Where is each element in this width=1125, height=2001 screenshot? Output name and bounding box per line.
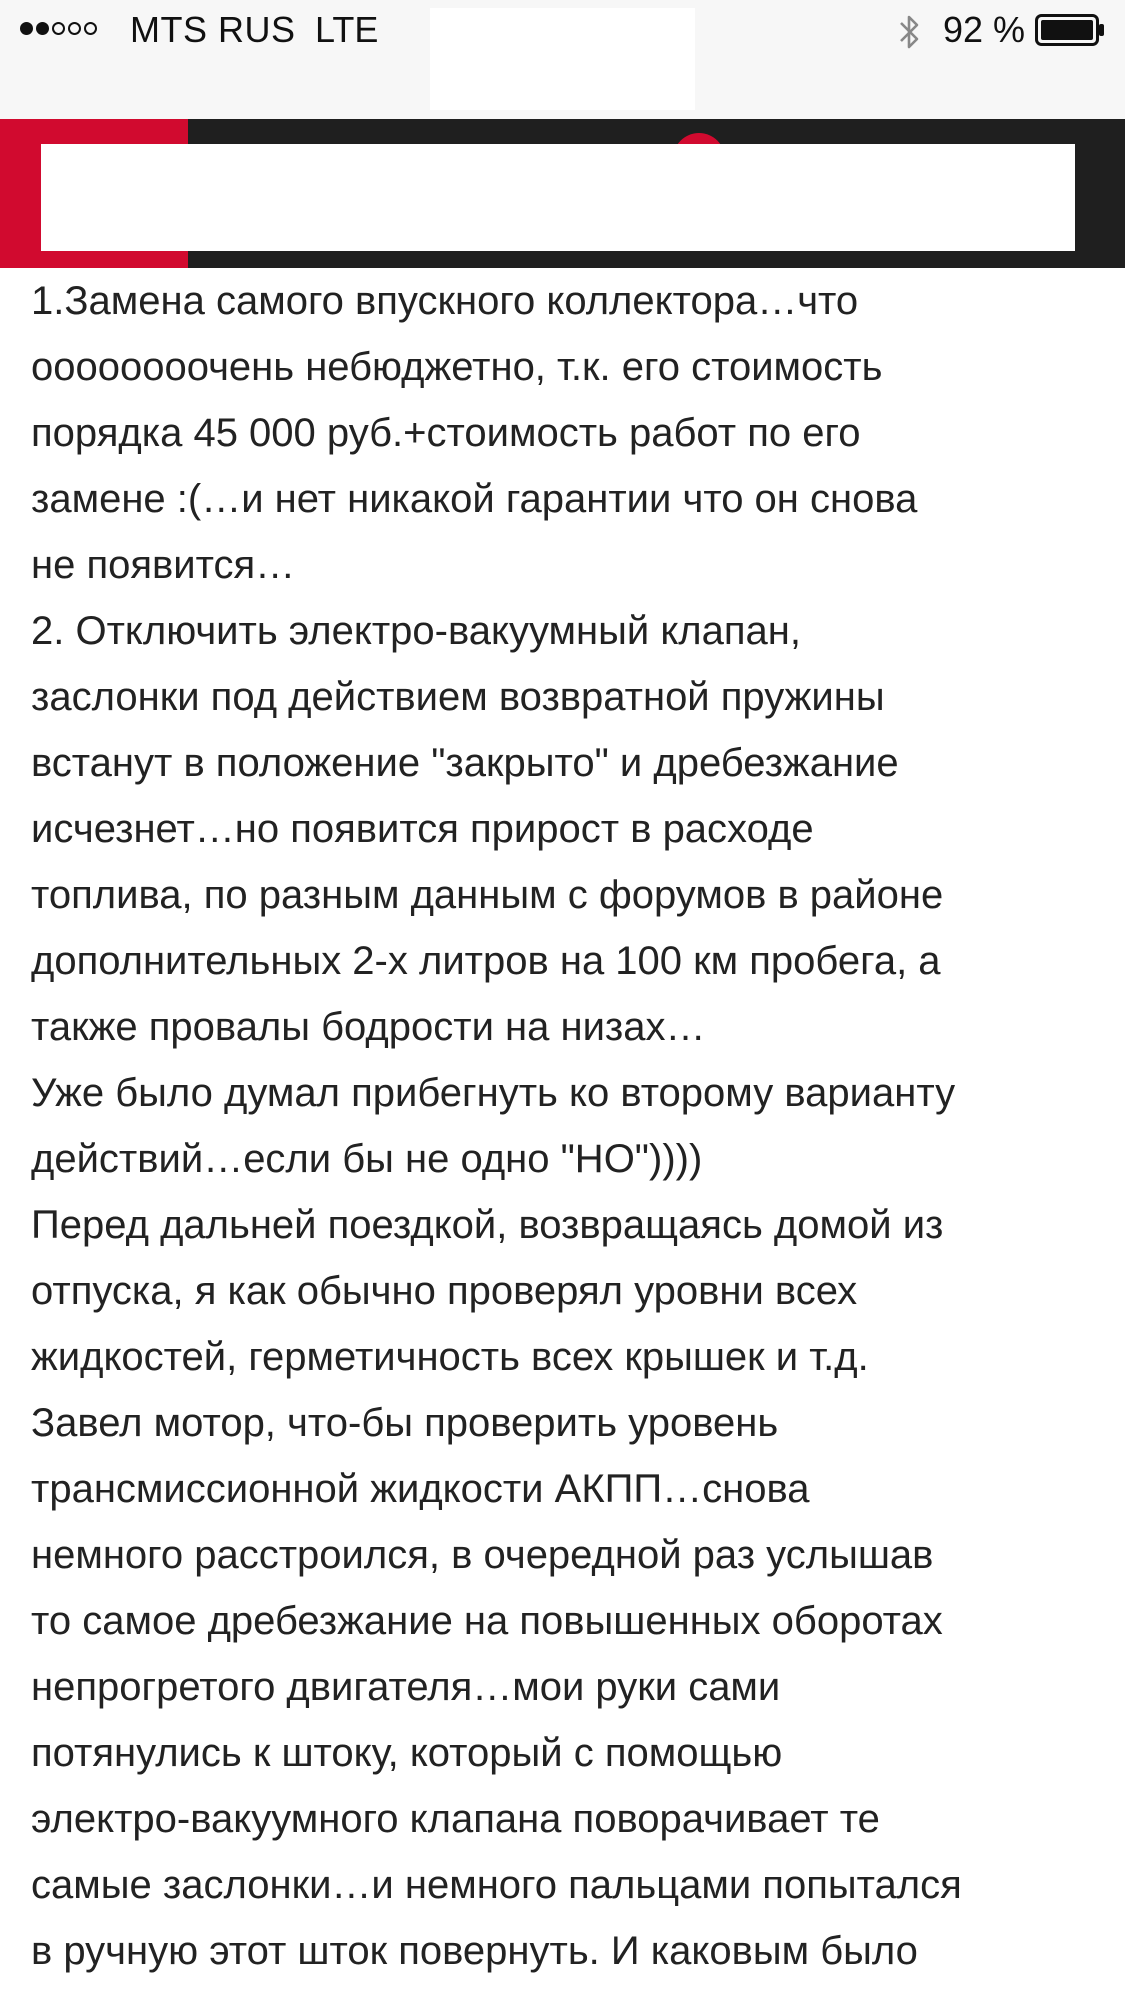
signal-dot bbox=[84, 22, 97, 35]
signal-dot bbox=[20, 22, 33, 35]
article-text-line: топлива, по разным данным с форумов в районе bbox=[31, 873, 944, 917]
article-text-line: Завел мотор, что-бы проверить уровень bbox=[31, 1401, 779, 1445]
carrier-name: MTS RUS bbox=[130, 9, 296, 50]
article-text-line: встанут в положение "закрыто" и дребезжание bbox=[31, 741, 899, 785]
site-header bbox=[0, 119, 1125, 268]
status-bar bbox=[0, 0, 1125, 119]
signal-strength-icon bbox=[20, 22, 97, 35]
article-text-line: порядка 45 000 руб.+стоимость работ по его bbox=[31, 411, 861, 455]
article-text-line: Перед дальней поездкой, возвращаясь домой из bbox=[31, 1203, 944, 1247]
battery-icon bbox=[1035, 14, 1105, 46]
redacted-header-area bbox=[41, 144, 1075, 251]
article-text-line: Уже было думал прибегнуть ко второму варианту bbox=[31, 1071, 956, 1115]
article-text-line: оооооооочень небюджетно, т.к. его стоимость bbox=[31, 345, 883, 389]
article-text-line: заслонки под действием возвратной пружины bbox=[31, 675, 885, 719]
article-text-line: то самое дребезжание на повышенных оборотах bbox=[31, 1599, 943, 1643]
article-text-line: исчезнет…но появится прирост в расходе bbox=[31, 807, 814, 851]
article-text-line: дополнительных 2-х литров на 100 км пробега, а bbox=[31, 939, 941, 983]
article-text-line: жидкостей, герметичность всех крышек и т.д. bbox=[31, 1335, 869, 1379]
article-text-line: трансмиссионной жидкости АКПП…снова bbox=[31, 1467, 810, 1511]
bluetooth-icon bbox=[895, 12, 925, 52]
signal-dot bbox=[68, 22, 81, 35]
article-text-line: в ручную этот шток повернуть. И каковым было bbox=[31, 1929, 918, 1973]
article-text-line: самые заслонки…и немного пальцами попытался bbox=[31, 1863, 962, 1907]
signal-dot bbox=[36, 22, 49, 35]
article-text-line: немного расстроился, в очередной раз услышав bbox=[31, 1533, 934, 1577]
article-body bbox=[31, 268, 1116, 1984]
article-text-line: 2. Отключить электро-вакуумный клапан, bbox=[31, 609, 801, 653]
article-text-line: электро-вакуумного клапана поворачивает те bbox=[31, 1797, 880, 1841]
article-text-line: потянулись к штоку, который с помощью bbox=[31, 1731, 783, 1775]
article-text-line: 1.Замена самого впускного коллектора…что bbox=[31, 279, 859, 323]
redacted-time bbox=[430, 8, 695, 110]
article-text-line: действий…если бы не одно "НО")))) bbox=[31, 1137, 703, 1181]
article-text-line: также провалы бодрости на низах… bbox=[31, 1005, 706, 1049]
article-text-line: замене :(…и нет никакой гарантии что он снова bbox=[31, 477, 918, 521]
signal-dot bbox=[52, 22, 65, 35]
battery-percentage: 92 % bbox=[943, 9, 1026, 50]
article-text-line: непрогретого двигателя…мои руки сами bbox=[31, 1665, 781, 1709]
article-text-line: отпуска, я как обычно проверял уровни всех bbox=[31, 1269, 858, 1313]
network-type: LTE bbox=[315, 9, 379, 50]
article-text-line: не появится… bbox=[31, 543, 296, 587]
